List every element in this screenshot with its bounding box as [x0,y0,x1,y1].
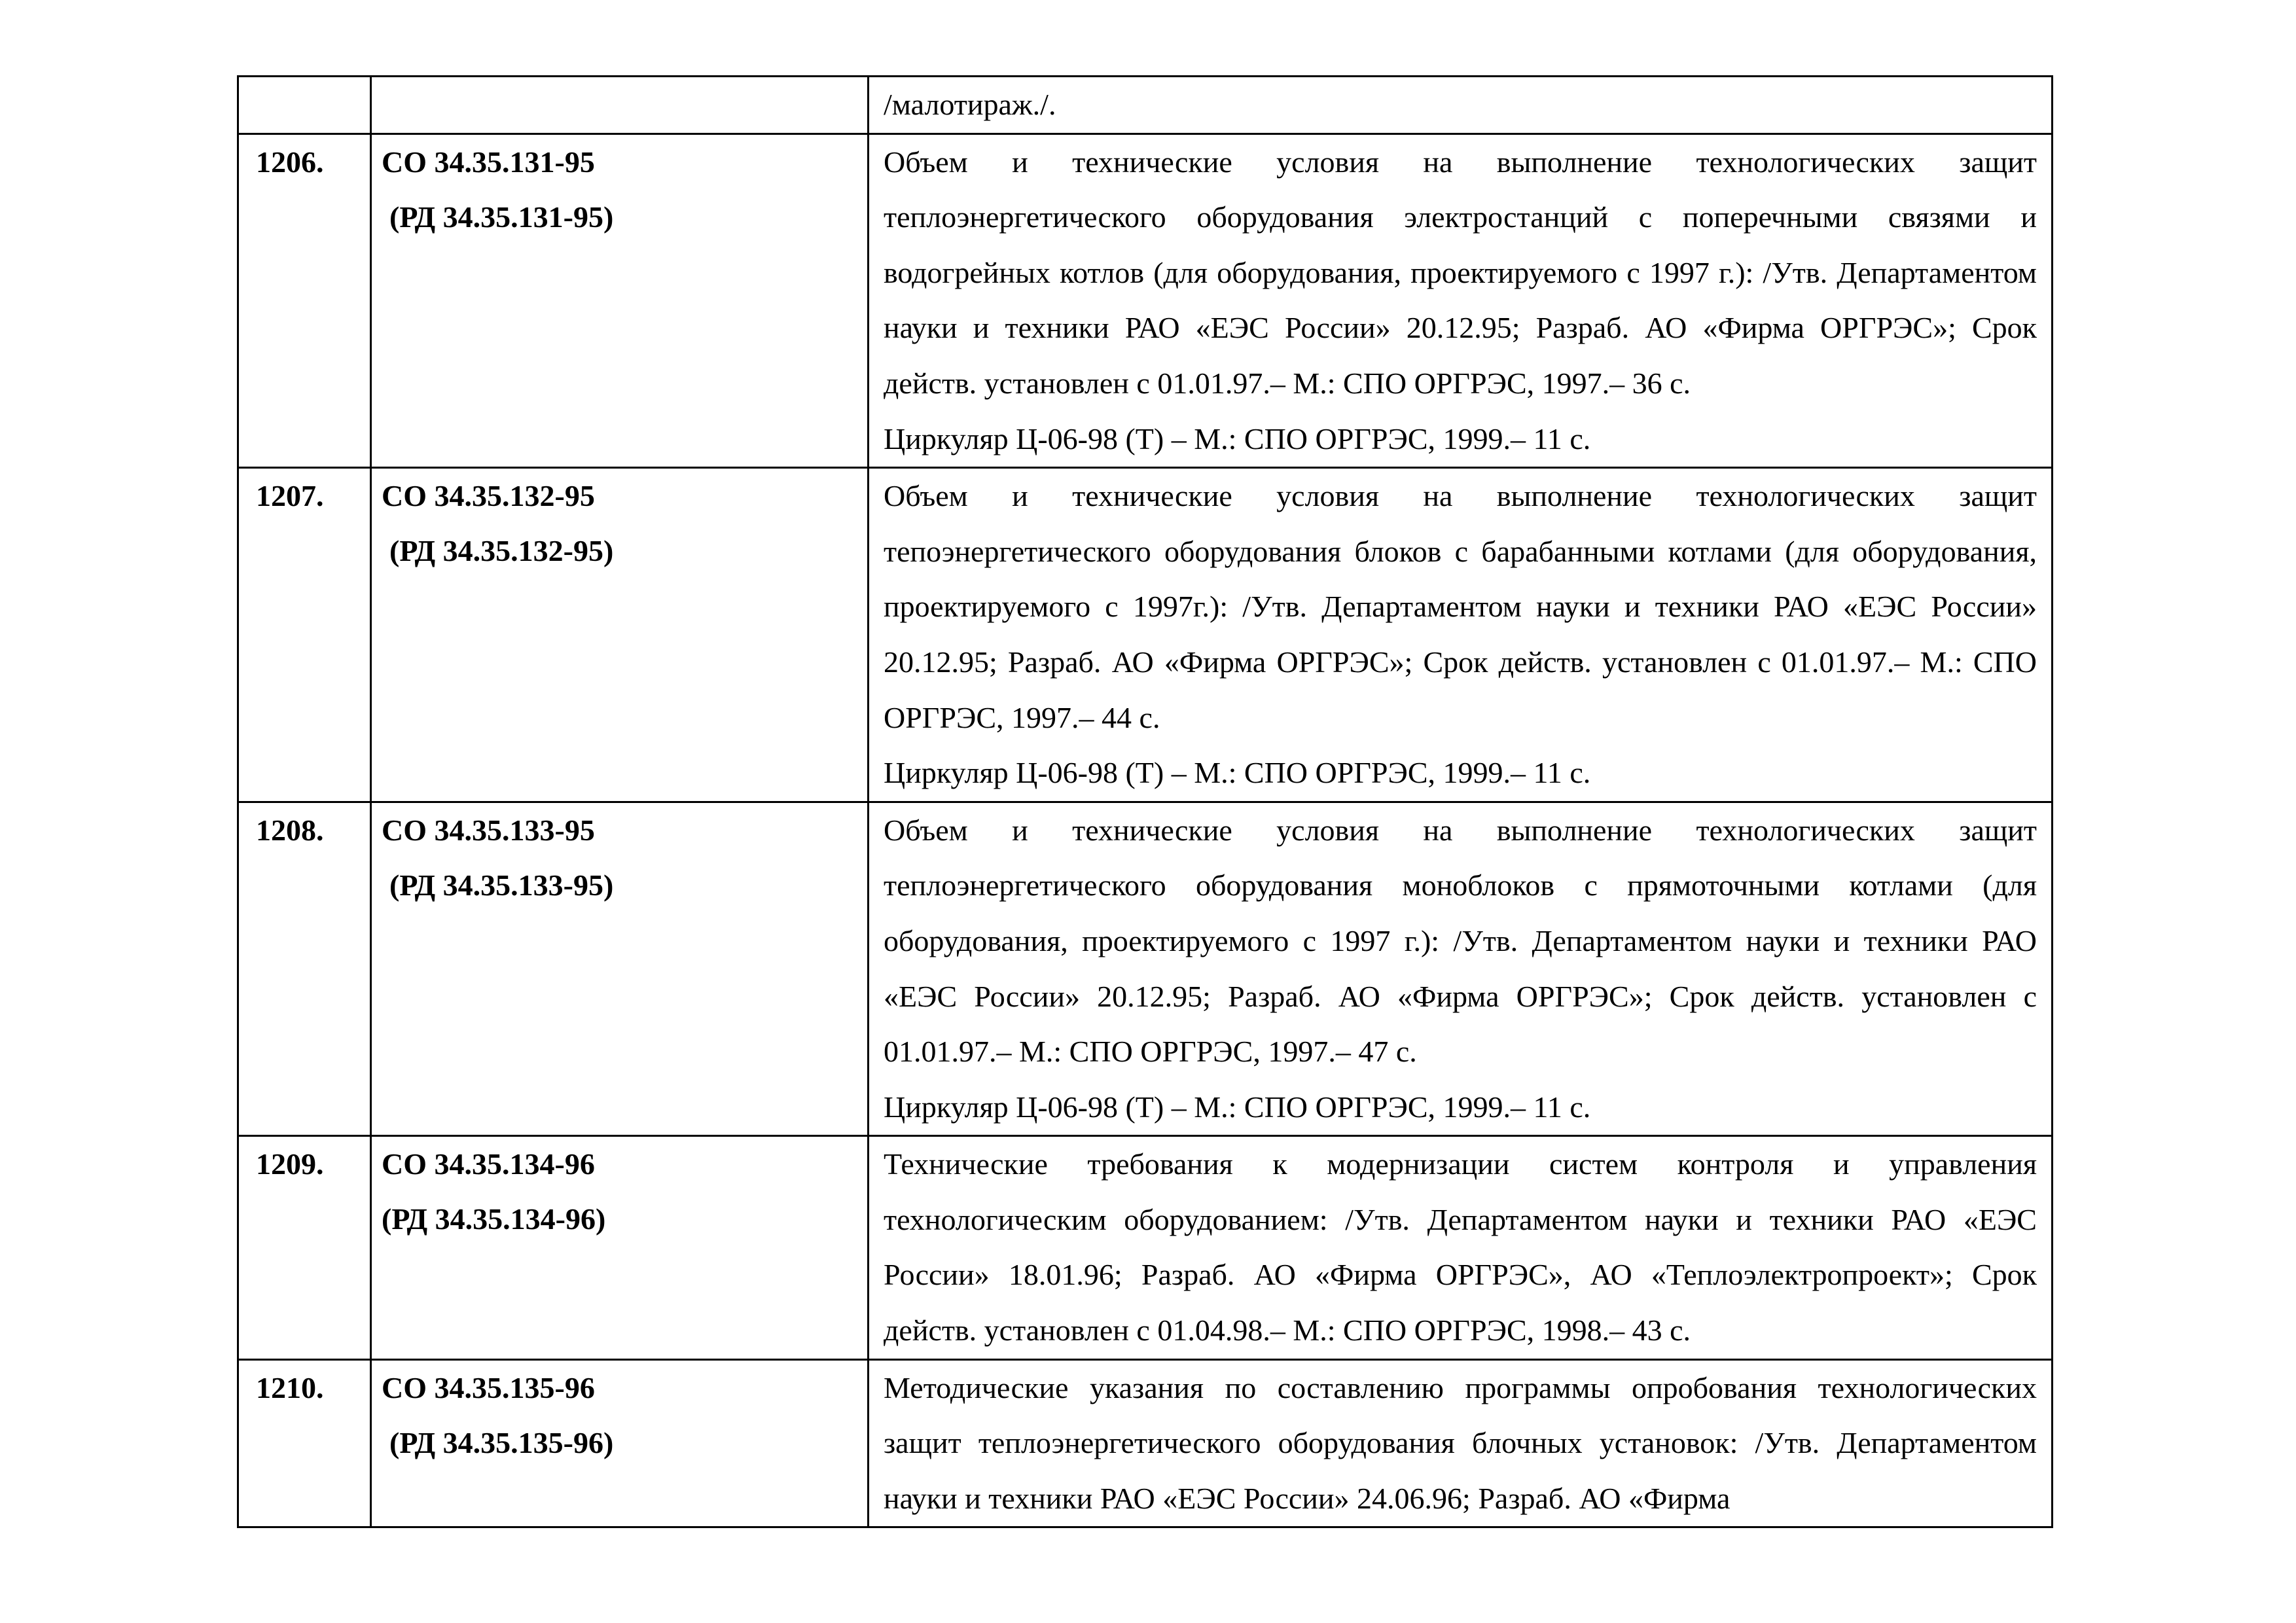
description-text: Технические требования к модернизации систем контроля и управления технологическим оборудованием: /Утв. Департаментом науки и техники РАО «ЕЭС России» 18.01.96; Разраб. АО «Фирма ОРГРЭС», АО «Теплоэлектропроект»; Срок действ. установлен с 01.04.98.– М.: СПО ОРГРЭС, 1998.– 43 с. [884,1147,2037,1347]
circular-text: Циркуляр Ц-06-98 (Т) – М.: СПО ОРГРЭС, 1999.– 11 с. [884,756,1591,790]
description-text: Объем и технические условия на выполнение технологических защит теплоэнергетического оборудования моноблоков с прямоточными котлами (для оборудования, проектируемого с 1997 г.): /Утв. Департаментом науки и техники РАО «ЕЭС России» 20.12.95; Разраб. АО «Фирма ОРГРЭС»; Срок действ. установлен с 01.01.97.– М.: СПО ОРГРЭС, 1997.– 47 с. [884,813,2037,1069]
description-cell [869,134,2053,468]
standard-code-alt: (РД 34.35.131-95) [389,200,614,234]
code-cell [371,134,869,468]
code-cell [371,1136,869,1359]
description-cell [869,77,2053,134]
standard-code: СО 34.35.132-95 [382,479,595,513]
standard-code: СО 34.35.133-95 [382,813,595,847]
table-row [238,134,2053,468]
standard-code-alt: (РД 34.35.134-96) [382,1202,606,1236]
entry-number: 1210. [238,1359,371,1527]
table-row [238,468,2053,802]
standards-table [237,75,2053,1528]
standard-code-alt: (РД 34.35.133-95) [389,868,614,902]
table-row [238,1359,2053,1527]
table-row [238,1136,2053,1359]
code-cell [371,77,869,134]
description-text: Объем и технические условия на выполнение технологических защит теплоэнергетического оборудования электростанций с поперечными связями и водогрейных котлов (для оборудования, проектируемого с 1997 г.): /Утв. Департаментом науки и техники РАО «ЕЭС России» 20.12.95; Разраб. АО «Фирма ОРГРЭС»; Срок действ. установлен с 01.01.97.– М.: СПО ОРГРЭС, 1997.– 36 с. [884,145,2037,400]
standard-code-alt: (РД 34.35.132-95) [389,534,614,568]
description-cell [869,468,2053,802]
standard-code: СО 34.35.135-96 [382,1370,595,1404]
table-row-continuation [238,77,2053,134]
entry-number: 1209. [238,1136,371,1359]
standard-code: СО 34.35.134-96 [382,1147,595,1181]
entry-number: 1207. [238,468,371,802]
number-cell [238,77,371,134]
entry-number: 1206. [238,134,371,468]
entry-number: 1208. [238,802,371,1136]
description-cell [869,1359,2053,1527]
circular-text: Циркуляр Ц-06-98 (Т) – М.: СПО ОРГРЭС, 1999.– 11 с. [884,1090,1591,1124]
standard-code: СО 34.35.131-95 [382,145,595,179]
table-row [238,802,2053,1136]
standard-code-alt: (РД 34.35.135-96) [389,1425,614,1459]
code-cell [371,1359,869,1527]
description-cell [869,802,2053,1136]
description-text: Методические указания по составлению программы опробования технологических защит теплоэнергетического оборудования блочных установок: /Утв. Департаментом науки и техники РАО «ЕЭС России» 24.06.96; Разраб. АО «Фирма [884,1370,2037,1515]
description-cell [869,1136,2053,1359]
continuation-text: /малотираж./. [884,88,1056,121]
circular-text: Циркуляр Ц-06-98 (Т) – М.: СПО ОРГРЭС, 1999.– 11 с. [884,421,1591,455]
code-cell [371,802,869,1136]
code-cell [371,468,869,802]
description-text: Объем и технические условия на выполнение технологических защит тепоэнергетического оборудования блоков с барабанными котлами (для оборудования, проектируемого с 1997г.): /Утв. Департаментом науки и техники РАО «ЕЭС России» 20.12.95; Разраб. АО «Фирма ОРГРЭС»; Срок действ. установлен с 01.01.97.– М.: СПО ОРГРЭС, 1997.– 44 с. [884,479,2037,734]
